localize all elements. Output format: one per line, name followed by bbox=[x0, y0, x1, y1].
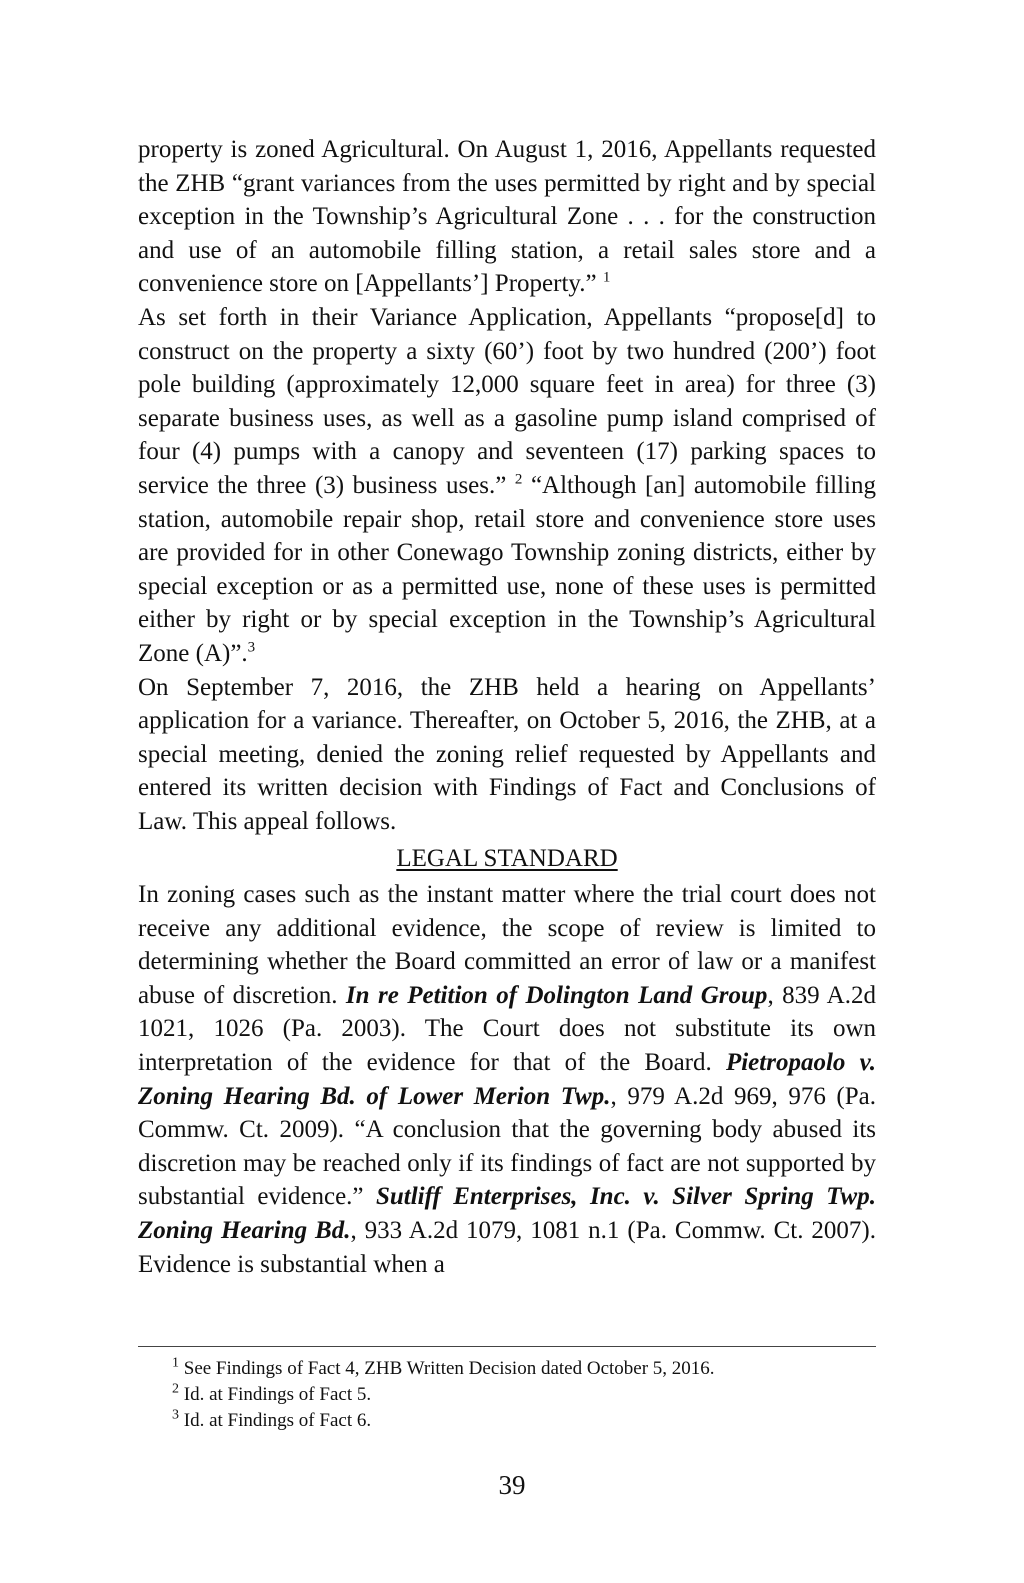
paragraph-1-text: property is zoned Agricultural. On August 1, 2016, Appellants requested the ZHB “grant variances from the uses permitted by right and by special exception in the Township’s Agricultural Zone . . . for the construction and use of an automobile filling station, a retail sales store and a convenience store on [Appellants’] Property.” bbox=[138, 136, 876, 298]
paragraph-4-text-2: , 839 A.2d 1021, 1026 (Pa. 2003). The Court does not substitute its own interpretation of the evidence for that of the Board. bbox=[138, 981, 876, 1077]
paragraph-1 bbox=[138, 133, 876, 301]
page-number: 39 bbox=[498, 1470, 526, 1500]
footnote-ref-1[interactable]: 1 bbox=[602, 270, 611, 287]
footnote-number-2: 2 bbox=[172, 1381, 179, 1397]
paragraph-2-text-b: “Although [an] automobile filling station, automobile repair shop, retail store and convenience store uses are provided for in other Conewago Township zoning districts, either by special exception or as a permitted use, none of these uses is permitted either by right or by special exception in the Township’s Agricultural Zone (A)”. bbox=[138, 471, 876, 667]
paragraph-2 bbox=[138, 301, 876, 671]
paragraph-4-text-3: , 979 A.2d 969, 976 (Pa. Commw. Ct. 2009). “A conclusion that the governing body abused its discretion may be reached only if its findings of fact are not supported by substantial evidence.” bbox=[138, 1082, 876, 1211]
paragraph-2-text-a: As set forth in their Variance Application, Appellants “propose[d] to construct on the property a sixty (60’) foot by two hundred (200’) foot pole building (approximately 12,000 square feet in area) for three (3) separate business uses, as well as a gasoline pump island comprised of four (4) pumps with a canopy and seventeen (17) parking spaces to service the three (3) business uses.” bbox=[138, 303, 876, 499]
footnote-text-1: See Findings of Fact 4, ZHB Written Decision dated October 5, 2016. bbox=[179, 1358, 715, 1379]
case-citation-pietropaolo: Pietropaolo v. Zoning Hearing Bd. of Lower Merion Twp. bbox=[138, 1049, 876, 1110]
footnote-2 bbox=[172, 1382, 876, 1408]
case-citation-dolington: In re Petition of Dolington Land Group bbox=[345, 981, 768, 1009]
footnote-divider bbox=[138, 1346, 876, 1347]
footnote-1 bbox=[172, 1356, 876, 1382]
paragraph-3-text: On September 7, 2016, the ZHB held a hearing on Appellants’ application for a variance. Thereafter, on October 5, 2016, the ZHB, at a special meeting, denied the zoning relief requested by Appellants and entered its written decision with Findings of Fact and Conclusions of Law. This appeal follows. bbox=[138, 673, 876, 835]
footnotes bbox=[172, 1356, 876, 1434]
footnote-text-3: Id. at Findings of Fact 6. bbox=[179, 1410, 372, 1431]
footnote-number-3: 3 bbox=[172, 1407, 179, 1423]
case-citation-sutliff: Sutliff Enterprises, Inc. v. Silver Spring Twp. Zoning Hearing Bd. bbox=[138, 1183, 876, 1244]
page-body bbox=[138, 133, 876, 1281]
paragraph-4-text-4: , 933 A.2d 1079, 1081 n.1 (Pa. Commw. Ct. 2007). Evidence is substantial when a bbox=[138, 1217, 876, 1278]
paragraph-3 bbox=[138, 671, 876, 839]
footnote-ref-3[interactable]: 3 bbox=[247, 639, 256, 656]
footnote-ref-2[interactable]: 2 bbox=[514, 471, 523, 488]
footnote-3 bbox=[172, 1408, 876, 1434]
section-heading: LEGAL STANDARD bbox=[396, 845, 618, 873]
paragraph-4-text-1: In zoning cases such as the instant matter where the trial court does not receive any additional evidence, the scope of review is limited to determining whether the Board committed an error of law or a manifest abuse of discretion. bbox=[138, 881, 876, 1009]
footnote-text-2: Id. at Findings of Fact 5. bbox=[179, 1384, 372, 1405]
paragraph-4 bbox=[138, 878, 876, 1281]
footnote-number-1: 1 bbox=[172, 1355, 179, 1371]
